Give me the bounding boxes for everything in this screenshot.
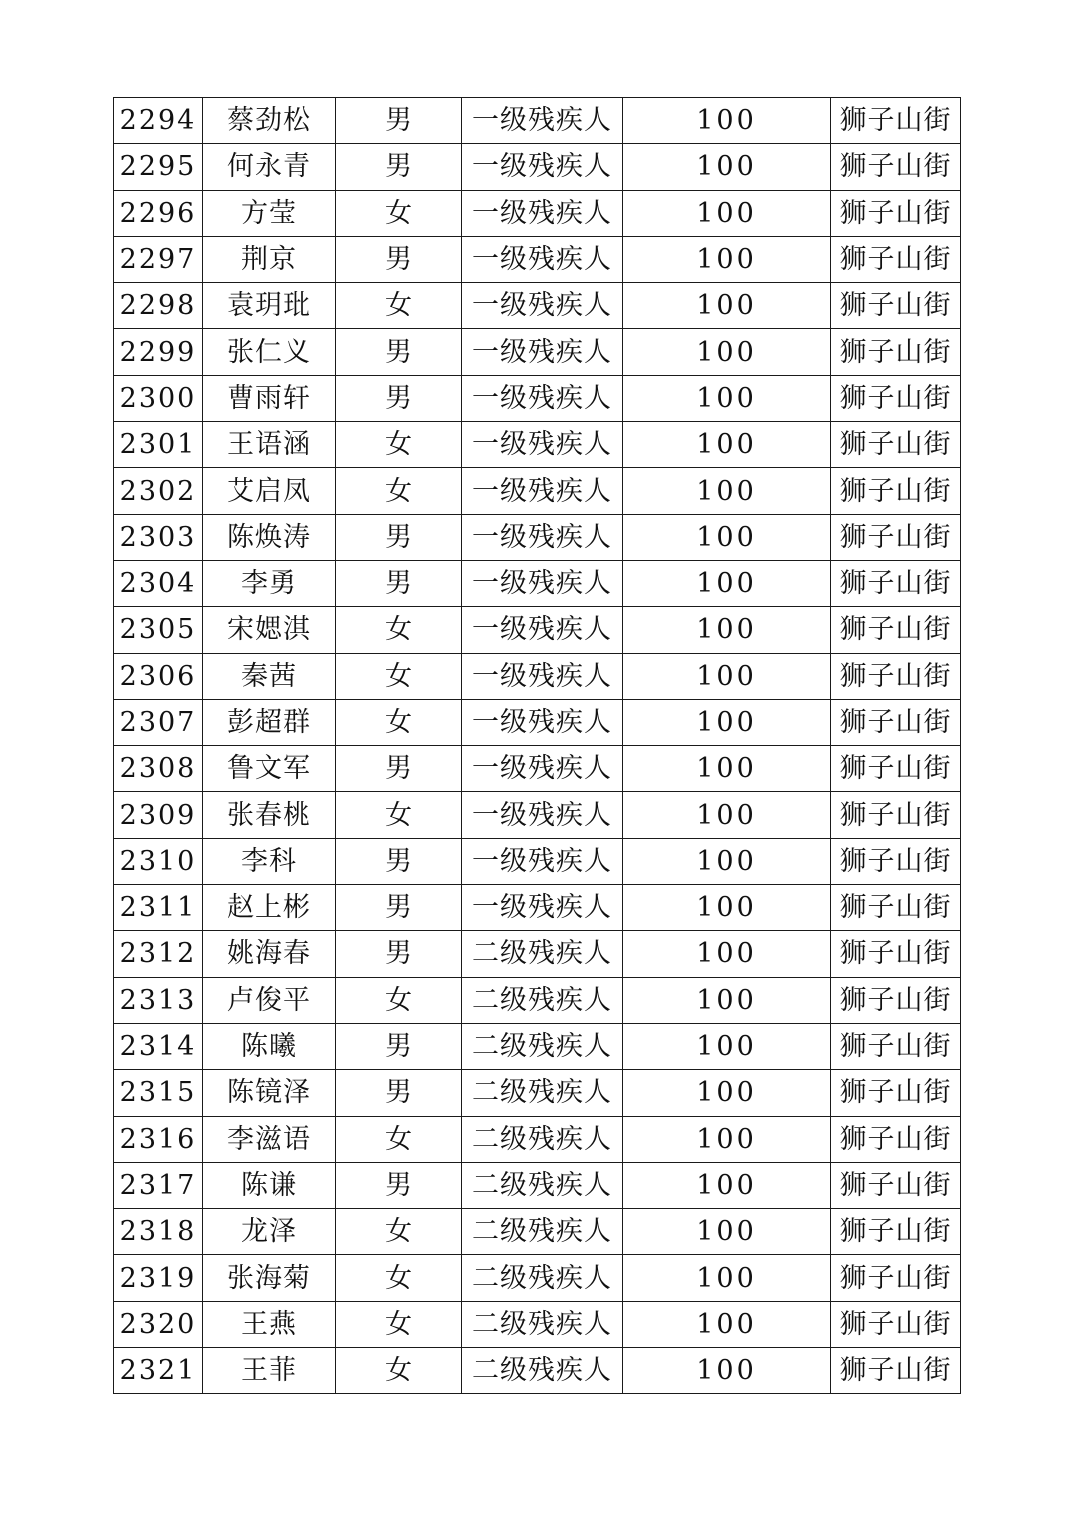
serial-number-cell: 2320 <box>114 1301 203 1347</box>
serial-number-cell: 2300 <box>114 375 203 421</box>
gender-cell: 女 <box>336 283 462 329</box>
serial-number-cell: 2296 <box>114 190 203 236</box>
amount-cell: 100 <box>623 1162 831 1208</box>
serial-number-cell: 2298 <box>114 283 203 329</box>
disability-level-cell: 二级残疾人 <box>462 931 623 977</box>
serial-number-cell: 2306 <box>114 653 203 699</box>
serial-number-cell: 2319 <box>114 1255 203 1301</box>
table-row <box>114 422 961 468</box>
disability-level-cell: 一级残疾人 <box>462 283 623 329</box>
name-cell: 张海菊 <box>203 1255 336 1301</box>
disability-level-cell: 二级残疾人 <box>462 1116 623 1162</box>
gender-cell: 女 <box>336 190 462 236</box>
amount-cell: 100 <box>623 699 831 745</box>
gender-cell: 女 <box>336 607 462 653</box>
amount-cell: 100 <box>623 1070 831 1116</box>
amount-cell: 100 <box>623 468 831 514</box>
gender-cell: 男 <box>336 560 462 606</box>
gender-cell: 男 <box>336 1162 462 1208</box>
gender-cell: 女 <box>336 422 462 468</box>
street-cell: 狮子山街 <box>831 514 961 560</box>
amount-cell: 100 <box>623 283 831 329</box>
disability-level-cell: 一级残疾人 <box>462 98 623 144</box>
street-cell: 狮子山街 <box>831 1162 961 1208</box>
serial-number-cell: 2313 <box>114 977 203 1023</box>
table-row <box>114 1255 961 1301</box>
name-cell: 何永青 <box>203 144 336 190</box>
table-row <box>114 468 961 514</box>
gender-cell: 女 <box>336 1255 462 1301</box>
amount-cell: 100 <box>623 375 831 421</box>
table-row <box>114 1162 961 1208</box>
disability-level-cell: 一级残疾人 <box>462 607 623 653</box>
name-cell: 张仁义 <box>203 329 336 375</box>
disability-level-cell: 一级残疾人 <box>462 190 623 236</box>
gender-cell: 男 <box>336 514 462 560</box>
disability-level-cell: 二级残疾人 <box>462 1301 623 1347</box>
table-row <box>114 375 961 421</box>
amount-cell: 100 <box>623 329 831 375</box>
street-cell: 狮子山街 <box>831 329 961 375</box>
gender-cell: 女 <box>336 977 462 1023</box>
amount-cell: 100 <box>623 190 831 236</box>
amount-cell: 100 <box>623 885 831 931</box>
name-cell: 张春桃 <box>203 792 336 838</box>
amount-cell: 100 <box>623 607 831 653</box>
gender-cell: 女 <box>336 792 462 838</box>
name-cell: 袁玥玭 <box>203 283 336 329</box>
table-row <box>114 144 961 190</box>
table-row <box>114 1301 961 1347</box>
disability-level-cell: 一级残疾人 <box>462 375 623 421</box>
serial-number-cell: 2299 <box>114 329 203 375</box>
gender-cell: 男 <box>336 375 462 421</box>
gender-cell: 女 <box>336 1116 462 1162</box>
table-row <box>114 977 961 1023</box>
street-cell: 狮子山街 <box>831 977 961 1023</box>
name-cell: 鲁文军 <box>203 746 336 792</box>
table-row <box>114 236 961 282</box>
amount-cell: 100 <box>623 653 831 699</box>
serial-number-cell: 2309 <box>114 792 203 838</box>
serial-number-cell: 2303 <box>114 514 203 560</box>
name-cell: 王语涵 <box>203 422 336 468</box>
street-cell: 狮子山街 <box>831 931 961 977</box>
disability-level-cell: 一级残疾人 <box>462 699 623 745</box>
name-cell: 蔡劲松 <box>203 98 336 144</box>
table-row <box>114 607 961 653</box>
serial-number-cell: 2314 <box>114 1023 203 1069</box>
name-cell: 陈曦 <box>203 1023 336 1069</box>
amount-cell: 100 <box>623 1255 831 1301</box>
table-row <box>114 1070 961 1116</box>
gender-cell: 男 <box>336 931 462 977</box>
serial-number-cell: 2317 <box>114 1162 203 1208</box>
table-row <box>114 560 961 606</box>
amount-cell: 100 <box>623 931 831 977</box>
disability-level-cell: 一级残疾人 <box>462 422 623 468</box>
disability-level-cell: 一级残疾人 <box>462 792 623 838</box>
amount-cell: 100 <box>623 98 831 144</box>
gender-cell: 女 <box>336 1209 462 1255</box>
name-cell: 姚海春 <box>203 931 336 977</box>
serial-number-cell: 2312 <box>114 931 203 977</box>
street-cell: 狮子山街 <box>831 838 961 884</box>
table-row <box>114 746 961 792</box>
disability-level-cell: 二级残疾人 <box>462 1348 623 1394</box>
amount-cell: 100 <box>623 560 831 606</box>
street-cell: 狮子山街 <box>831 422 961 468</box>
street-cell: 狮子山街 <box>831 1255 961 1301</box>
serial-number-cell: 2310 <box>114 838 203 884</box>
gender-cell: 男 <box>336 144 462 190</box>
name-cell: 陈谦 <box>203 1162 336 1208</box>
street-cell: 狮子山街 <box>831 1348 961 1394</box>
gender-cell: 女 <box>336 1348 462 1394</box>
name-cell: 宋媤淇 <box>203 607 336 653</box>
name-cell: 陈焕涛 <box>203 514 336 560</box>
disability-level-cell: 二级残疾人 <box>462 1209 623 1255</box>
amount-cell: 100 <box>623 746 831 792</box>
street-cell: 狮子山街 <box>831 468 961 514</box>
table-row <box>114 792 961 838</box>
table-row <box>114 329 961 375</box>
disability-level-cell: 二级残疾人 <box>462 977 623 1023</box>
serial-number-cell: 2297 <box>114 236 203 282</box>
gender-cell: 男 <box>336 329 462 375</box>
disability-level-cell: 二级残疾人 <box>462 1023 623 1069</box>
disability-level-cell: 二级残疾人 <box>462 1255 623 1301</box>
name-cell: 荆京 <box>203 236 336 282</box>
gender-cell: 男 <box>336 885 462 931</box>
serial-number-cell: 2304 <box>114 560 203 606</box>
street-cell: 狮子山街 <box>831 699 961 745</box>
street-cell: 狮子山街 <box>831 1209 961 1255</box>
serial-number-cell: 2305 <box>114 607 203 653</box>
street-cell: 狮子山街 <box>831 144 961 190</box>
street-cell: 狮子山街 <box>831 1116 961 1162</box>
name-cell: 艾启凤 <box>203 468 336 514</box>
serial-number-cell: 2321 <box>114 1348 203 1394</box>
gender-cell: 男 <box>336 838 462 884</box>
serial-number-cell: 2302 <box>114 468 203 514</box>
serial-number-cell: 2307 <box>114 699 203 745</box>
gender-cell: 女 <box>336 468 462 514</box>
amount-cell: 100 <box>623 977 831 1023</box>
serial-number-cell: 2301 <box>114 422 203 468</box>
table-row <box>114 283 961 329</box>
street-cell: 狮子山街 <box>831 283 961 329</box>
name-cell: 赵上彬 <box>203 885 336 931</box>
table-row <box>114 1209 961 1255</box>
street-cell: 狮子山街 <box>831 1023 961 1069</box>
name-cell: 王燕 <box>203 1301 336 1347</box>
name-cell: 曹雨轩 <box>203 375 336 421</box>
street-cell: 狮子山街 <box>831 375 961 421</box>
amount-cell: 100 <box>623 1348 831 1394</box>
table-row <box>114 1116 961 1162</box>
roster-table <box>113 97 961 1394</box>
amount-cell: 100 <box>623 792 831 838</box>
name-cell: 卢俊平 <box>203 977 336 1023</box>
amount-cell: 100 <box>623 1301 831 1347</box>
disability-level-cell: 一级残疾人 <box>462 838 623 884</box>
table-row <box>114 1023 961 1069</box>
serial-number-cell: 2315 <box>114 1070 203 1116</box>
street-cell: 狮子山街 <box>831 1301 961 1347</box>
name-cell: 陈镜泽 <box>203 1070 336 1116</box>
table-row <box>114 190 961 236</box>
gender-cell: 男 <box>336 98 462 144</box>
table-row <box>114 838 961 884</box>
table-row <box>114 653 961 699</box>
disability-level-cell: 一级残疾人 <box>462 746 623 792</box>
name-cell: 李滋语 <box>203 1116 336 1162</box>
amount-cell: 100 <box>623 422 831 468</box>
gender-cell: 女 <box>336 699 462 745</box>
street-cell: 狮子山街 <box>831 653 961 699</box>
name-cell: 彭超群 <box>203 699 336 745</box>
disability-level-cell: 一级残疾人 <box>462 144 623 190</box>
table-row <box>114 931 961 977</box>
serial-number-cell: 2308 <box>114 746 203 792</box>
street-cell: 狮子山街 <box>831 560 961 606</box>
street-cell: 狮子山街 <box>831 1070 961 1116</box>
street-cell: 狮子山街 <box>831 98 961 144</box>
disability-level-cell: 一级残疾人 <box>462 514 623 560</box>
roster-table-body <box>114 98 961 1394</box>
name-cell: 王菲 <box>203 1348 336 1394</box>
amount-cell: 100 <box>623 1209 831 1255</box>
name-cell: 李科 <box>203 838 336 884</box>
gender-cell: 女 <box>336 653 462 699</box>
disability-level-cell: 一级残疾人 <box>462 236 623 282</box>
disability-level-cell: 一级残疾人 <box>462 653 623 699</box>
street-cell: 狮子山街 <box>831 190 961 236</box>
serial-number-cell: 2316 <box>114 1116 203 1162</box>
amount-cell: 100 <box>623 236 831 282</box>
gender-cell: 男 <box>336 1070 462 1116</box>
disability-level-cell: 二级残疾人 <box>462 1162 623 1208</box>
disability-level-cell: 一级残疾人 <box>462 329 623 375</box>
serial-number-cell: 2311 <box>114 885 203 931</box>
serial-number-cell: 2295 <box>114 144 203 190</box>
table-row <box>114 98 961 144</box>
serial-number-cell: 2294 <box>114 98 203 144</box>
table-row <box>114 514 961 560</box>
gender-cell: 男 <box>336 236 462 282</box>
street-cell: 狮子山街 <box>831 885 961 931</box>
table-row <box>114 885 961 931</box>
name-cell: 秦茜 <box>203 653 336 699</box>
gender-cell: 女 <box>336 1301 462 1347</box>
serial-number-cell: 2318 <box>114 1209 203 1255</box>
disability-level-cell: 一级残疾人 <box>462 560 623 606</box>
amount-cell: 100 <box>623 838 831 884</box>
amount-cell: 100 <box>623 1116 831 1162</box>
gender-cell: 男 <box>336 1023 462 1069</box>
amount-cell: 100 <box>623 1023 831 1069</box>
street-cell: 狮子山街 <box>831 236 961 282</box>
name-cell: 龙泽 <box>203 1209 336 1255</box>
amount-cell: 100 <box>623 514 831 560</box>
street-cell: 狮子山街 <box>831 607 961 653</box>
street-cell: 狮子山街 <box>831 746 961 792</box>
disability-level-cell: 一级残疾人 <box>462 885 623 931</box>
disability-level-cell: 二级残疾人 <box>462 1070 623 1116</box>
disability-level-cell: 一级残疾人 <box>462 468 623 514</box>
name-cell: 方莹 <box>203 190 336 236</box>
table-row <box>114 699 961 745</box>
gender-cell: 男 <box>336 746 462 792</box>
name-cell: 李勇 <box>203 560 336 606</box>
table-row <box>114 1348 961 1394</box>
street-cell: 狮子山街 <box>831 792 961 838</box>
amount-cell: 100 <box>623 144 831 190</box>
